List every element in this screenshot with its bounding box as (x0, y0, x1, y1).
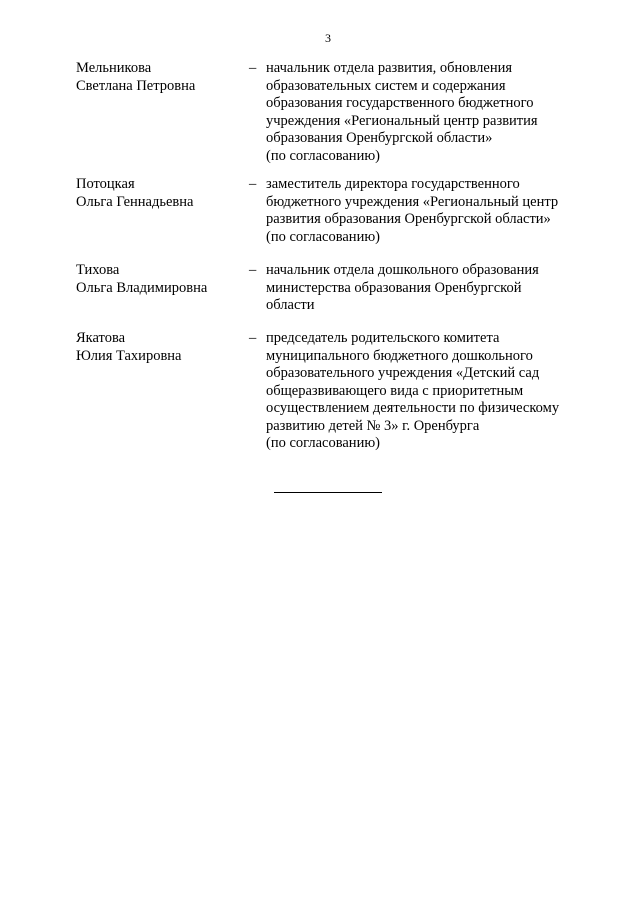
member-name (76, 262, 246, 297)
member-description (266, 330, 586, 453)
description-line: осуществлением деятельности по физическому (266, 400, 560, 416)
member-given-names: Ольга Геннадьевна (76, 193, 194, 210)
dash-separator: – (249, 330, 257, 346)
member-name (76, 176, 246, 211)
dash-separator: – (249, 262, 257, 278)
member-description (266, 176, 586, 246)
description-line: образования Оренбургской области» (266, 130, 493, 146)
description-line: области (266, 297, 315, 313)
member-surname: Потоцкая (76, 176, 135, 192)
description-line: председатель родительского комитета (266, 330, 500, 346)
member-name (76, 60, 246, 95)
description-line: бюджетного учреждения «Региональный центр (266, 193, 559, 210)
description-line: образования государственного бюджетного (266, 95, 534, 111)
member-given-names: Юлия Тахировна (76, 347, 182, 364)
description-line: образовательных систем и содержания (266, 77, 506, 94)
member-description (266, 60, 586, 165)
page-number: 3 (325, 31, 331, 45)
member-given-names: Светлана Петровна (76, 77, 196, 94)
description-line: (по согласованию) (266, 435, 380, 451)
description-line: общеразвивающего вида с приоритетным (266, 382, 524, 399)
description-line: начальник отдела дошкольного образования (266, 262, 539, 278)
description-line: учреждения «Региональный центр развития (266, 112, 538, 129)
member-name (76, 330, 246, 365)
end-separator-line (274, 492, 382, 493)
dash-separator: – (249, 176, 257, 192)
description-line: образовательного учреждения «Детский сад (266, 365, 540, 381)
member-surname: Тихова (76, 262, 120, 278)
member-surname: Мельникова (76, 60, 152, 76)
member-given-names: Ольга Владимировна (76, 279, 208, 296)
dash-separator: – (249, 60, 257, 76)
description-line: муниципального бюджетного дошкольного (266, 347, 533, 364)
description-line: развитию детей № 3» г. Оренбурга (266, 417, 480, 434)
description-line: заместитель директора государственного (266, 176, 520, 192)
description-line: министерства образования Оренбургской (266, 279, 522, 296)
description-line: начальник отдела развития, обновления (266, 60, 513, 76)
description-line: развития образования Оренбургской области» (266, 211, 551, 227)
description-line: (по согласованию) (266, 147, 380, 164)
member-surname: Якатова (76, 330, 126, 346)
description-line: (по согласованию) (266, 228, 380, 245)
member-description (266, 262, 586, 315)
